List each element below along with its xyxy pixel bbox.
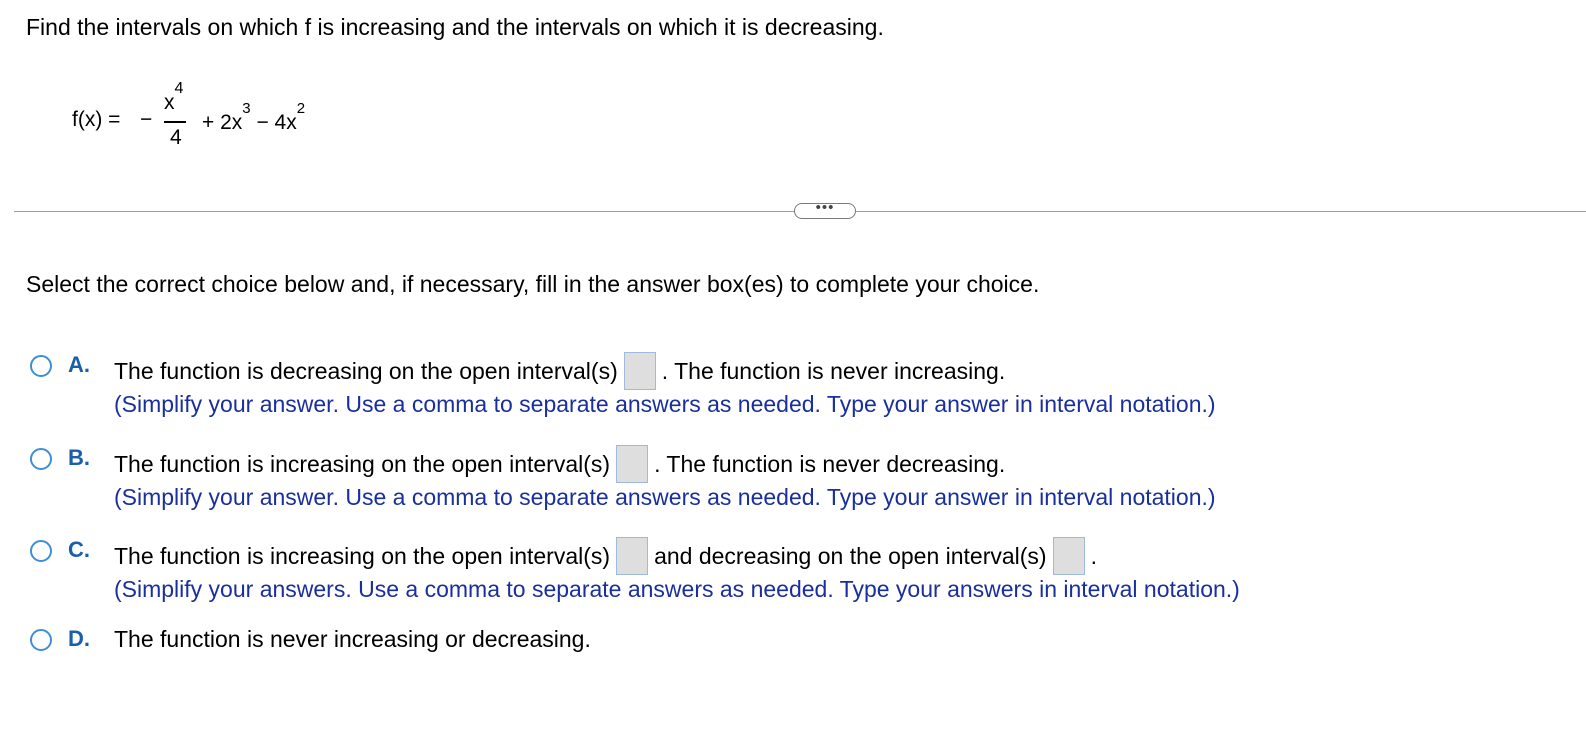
- instruction-text: Select the correct choice below and, if necessary, fill in the answer box(es) to complete your choice.: [26, 271, 1040, 297]
- formula-lhs: f(x) =: [72, 108, 121, 131]
- choice-a-hint: (Simplify your answer. Use a comma to separate answers as needed. Type your answer in interval notation.): [114, 391, 1216, 417]
- ellipsis-icon: •••: [815, 198, 835, 216]
- choice-b-hint: (Simplify your answer. Use a comma to separate answers as needed. Type your answer in interval notation.): [114, 484, 1216, 510]
- radio-button-a[interactable]: [30, 355, 52, 377]
- answer-box-c-decreasing[interactable]: [1053, 537, 1085, 575]
- choice-letter-a: A.: [68, 352, 90, 377]
- choice-letter-c: C.: [68, 537, 90, 562]
- choice-a-statement: The function is decreasing on the open interval(s) . The function is never increasing.: [114, 352, 1005, 390]
- choice-c-statement: The function is increasing on the open interval(s) and decreasing on the open interval(s) .: [114, 537, 1097, 575]
- answer-box-c-increasing[interactable]: [616, 537, 648, 575]
- question-text: Find the intervals on which f is increasing and the intervals on which it is decreasing.: [26, 14, 884, 40]
- choice-c-hint: (Simplify your answers. Use a comma to separate answers as needed. Type your answers in interval notation.): [114, 576, 1240, 602]
- fraction-denominator: 4: [170, 126, 182, 149]
- choice-d-statement: The function is never increasing or decreasing.: [114, 626, 591, 652]
- answer-box-b[interactable]: [616, 445, 648, 483]
- expand-more-button[interactable]: [794, 198, 856, 219]
- radio-button-b[interactable]: [30, 448, 52, 470]
- radio-button-d[interactable]: [30, 629, 52, 651]
- formula-terms: + $2x^3 - 4x^2$: [202, 100, 306, 134]
- choice-letter-b: B.: [68, 445, 90, 470]
- choice-letter-d: D.: [68, 626, 90, 651]
- fraction-numerator: $x^4$: [164, 80, 184, 114]
- formula-minus: −: [140, 108, 153, 131]
- radio-button-c[interactable]: [30, 540, 52, 562]
- function-formula: [72, 76, 472, 152]
- choice-b-statement: The function is increasing on the open interval(s) . The function is never decreasing.: [114, 445, 1005, 483]
- answer-box-a[interactable]: [624, 352, 656, 390]
- fraction-bar: [164, 121, 186, 123]
